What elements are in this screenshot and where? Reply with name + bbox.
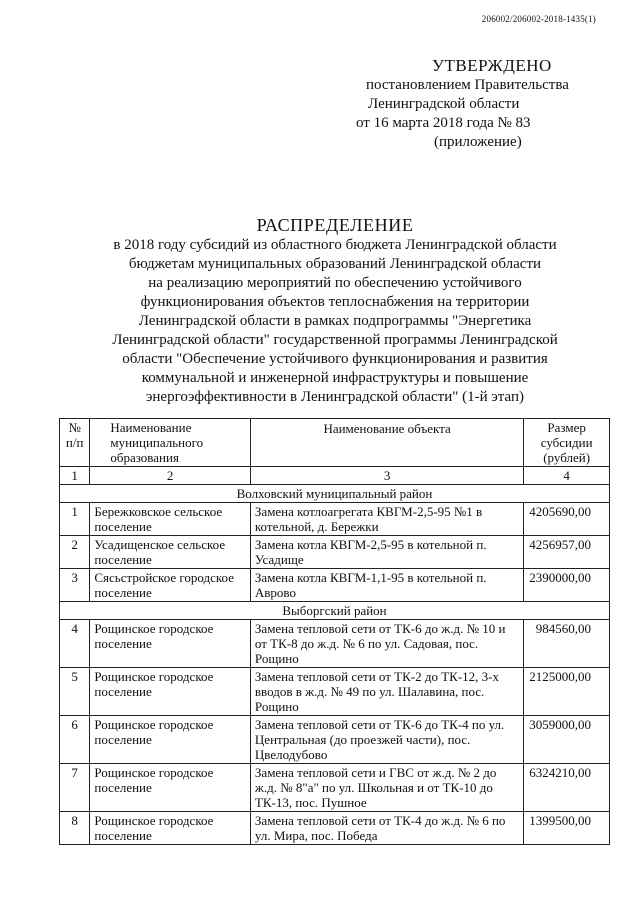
heading-line: Ленинградской области в рамках подпрограммы "Энергетика — [138, 313, 532, 329]
row-municipality: Бережковское сельское поселение — [90, 503, 251, 536]
row-subsidy: 984560,00 — [524, 620, 610, 668]
approval-block — [350, 56, 580, 152]
approval-line: Ленинградской области — [368, 96, 520, 112]
document-title: РАСПРЕДЕЛЕНИЕ — [256, 215, 414, 235]
table-row — [60, 668, 610, 716]
heading-line: Ленинградской области" государственной программы Ленинградской — [112, 332, 558, 348]
row-municipality: Рощинское городское поселение — [90, 812, 251, 845]
row-object: Замена тепловой сети и ГВС от ж.д. № 2 до ж.д. № 8"а" по ул. Школьная и от ТК-10 до ТК-13, пос. Пушное — [250, 764, 523, 812]
region-name: Волховский муниципальный район — [60, 485, 610, 503]
row-municipality: Усадищенское сельское поселение — [90, 536, 251, 569]
region-row — [60, 485, 610, 503]
row-object: Замена котла КВГМ-2,5-95 в котельной п. Усадище — [250, 536, 523, 569]
row-object: Замена котлоагрегата КВГМ-2,5-95 №1 в котельной, д. Бережки — [250, 503, 523, 536]
row-subsidy: 2125000,00 — [524, 668, 610, 716]
header-number: № п/п — [60, 419, 90, 467]
heading-line: области "Обеспечение устойчивого функционирования и развития — [122, 351, 548, 367]
heading-line: коммунальной и инженерной инфраструктуры и повышение — [141, 370, 529, 386]
row-number: 4 — [60, 620, 90, 668]
row-object: Замена котла КВГМ-1,1-95 в котельной п. Аврово — [250, 569, 523, 602]
row-subsidy: 1399500,00 — [524, 812, 610, 845]
column-numbers-row — [60, 467, 610, 485]
row-object: Замена тепловой сети от ТК-2 до ТК-12, 3-х вводов в ж.д. № 49 по ул. Шалавина, пос. Рощино — [250, 668, 523, 716]
row-number: 3 — [60, 569, 90, 602]
subsidy-table — [59, 418, 610, 845]
row-municipality: Сясьстройское городское поселение — [90, 569, 251, 602]
approval-line: (приложение) — [434, 134, 522, 150]
table-row — [60, 764, 610, 812]
row-municipality: Рощинское городское поселение — [90, 764, 251, 812]
row-subsidy: 4256957,00 — [524, 536, 610, 569]
column-number: 3 — [250, 467, 523, 485]
row-municipality: Рощинское городское поселение — [90, 620, 251, 668]
row-subsidy: 3059000,00 — [524, 716, 610, 764]
row-number: 8 — [60, 812, 90, 845]
row-number: 7 — [60, 764, 90, 812]
row-subsidy: 4205690,00 — [524, 503, 610, 536]
document-heading — [80, 216, 590, 407]
row-number: 6 — [60, 716, 90, 764]
row-subsidy: 6324210,00 — [524, 764, 610, 812]
row-object: Замена тепловой сети от ТК-6 до ж.д. № 10 и от ТК-8 до ж.д. № 6 по ул. Садовая, пос. Рощино — [250, 620, 523, 668]
heading-line: на реализацию мероприятий по обеспечению устойчивого — [148, 275, 522, 291]
heading-line: функционирования объектов теплоснабжения на территории — [140, 294, 530, 310]
table-row — [60, 716, 610, 764]
table-row — [60, 569, 610, 602]
table-row — [60, 536, 610, 569]
table-row — [60, 812, 610, 845]
column-number: 2 — [90, 467, 251, 485]
region-row — [60, 602, 610, 620]
row-municipality: Рощинское городское поселение — [90, 716, 251, 764]
row-subsidy: 2390000,00 — [524, 569, 610, 602]
heading-line: бюджетам муниципальных образований Ленинградской области — [128, 256, 542, 272]
row-number: 1 — [60, 503, 90, 536]
header-subsidy: Размер субсидии (рублей) — [524, 419, 610, 467]
row-number: 5 — [60, 668, 90, 716]
header-object: Наименование объекта — [250, 419, 523, 467]
column-number: 4 — [524, 467, 610, 485]
document-id: 206002/206002-2018-1435(1) — [481, 14, 596, 24]
table-header-row — [60, 419, 610, 467]
heading-line: в 2018 году субсидий из областного бюджета Ленинградской области — [113, 237, 557, 253]
row-number: 2 — [60, 536, 90, 569]
table-row — [60, 503, 610, 536]
approval-title: УТВЕРЖДЕНО — [432, 56, 552, 75]
row-object: Замена тепловой сети от ТК-4 до ж.д. № 6 по ул. Мира, пос. Победа — [250, 812, 523, 845]
column-number: 1 — [60, 467, 90, 485]
table-row — [60, 620, 610, 668]
approval-line: от 16 марта 2018 года № 83 — [356, 115, 531, 131]
region-name: Выборгский район — [60, 602, 610, 620]
header-municipality: Наименование муниципального образования — [90, 419, 251, 467]
approval-line: постановлением Правительства — [366, 77, 569, 93]
row-object: Замена тепловой сети от ТК-6 до ТК-4 по ул. Центральная (до проезжей части), пос. Цвелодубово — [250, 716, 523, 764]
heading-line: энергоэффективности в Ленинградской области" (1-й этап) — [145, 389, 525, 405]
row-municipality: Рощинское городское поселение — [90, 668, 251, 716]
